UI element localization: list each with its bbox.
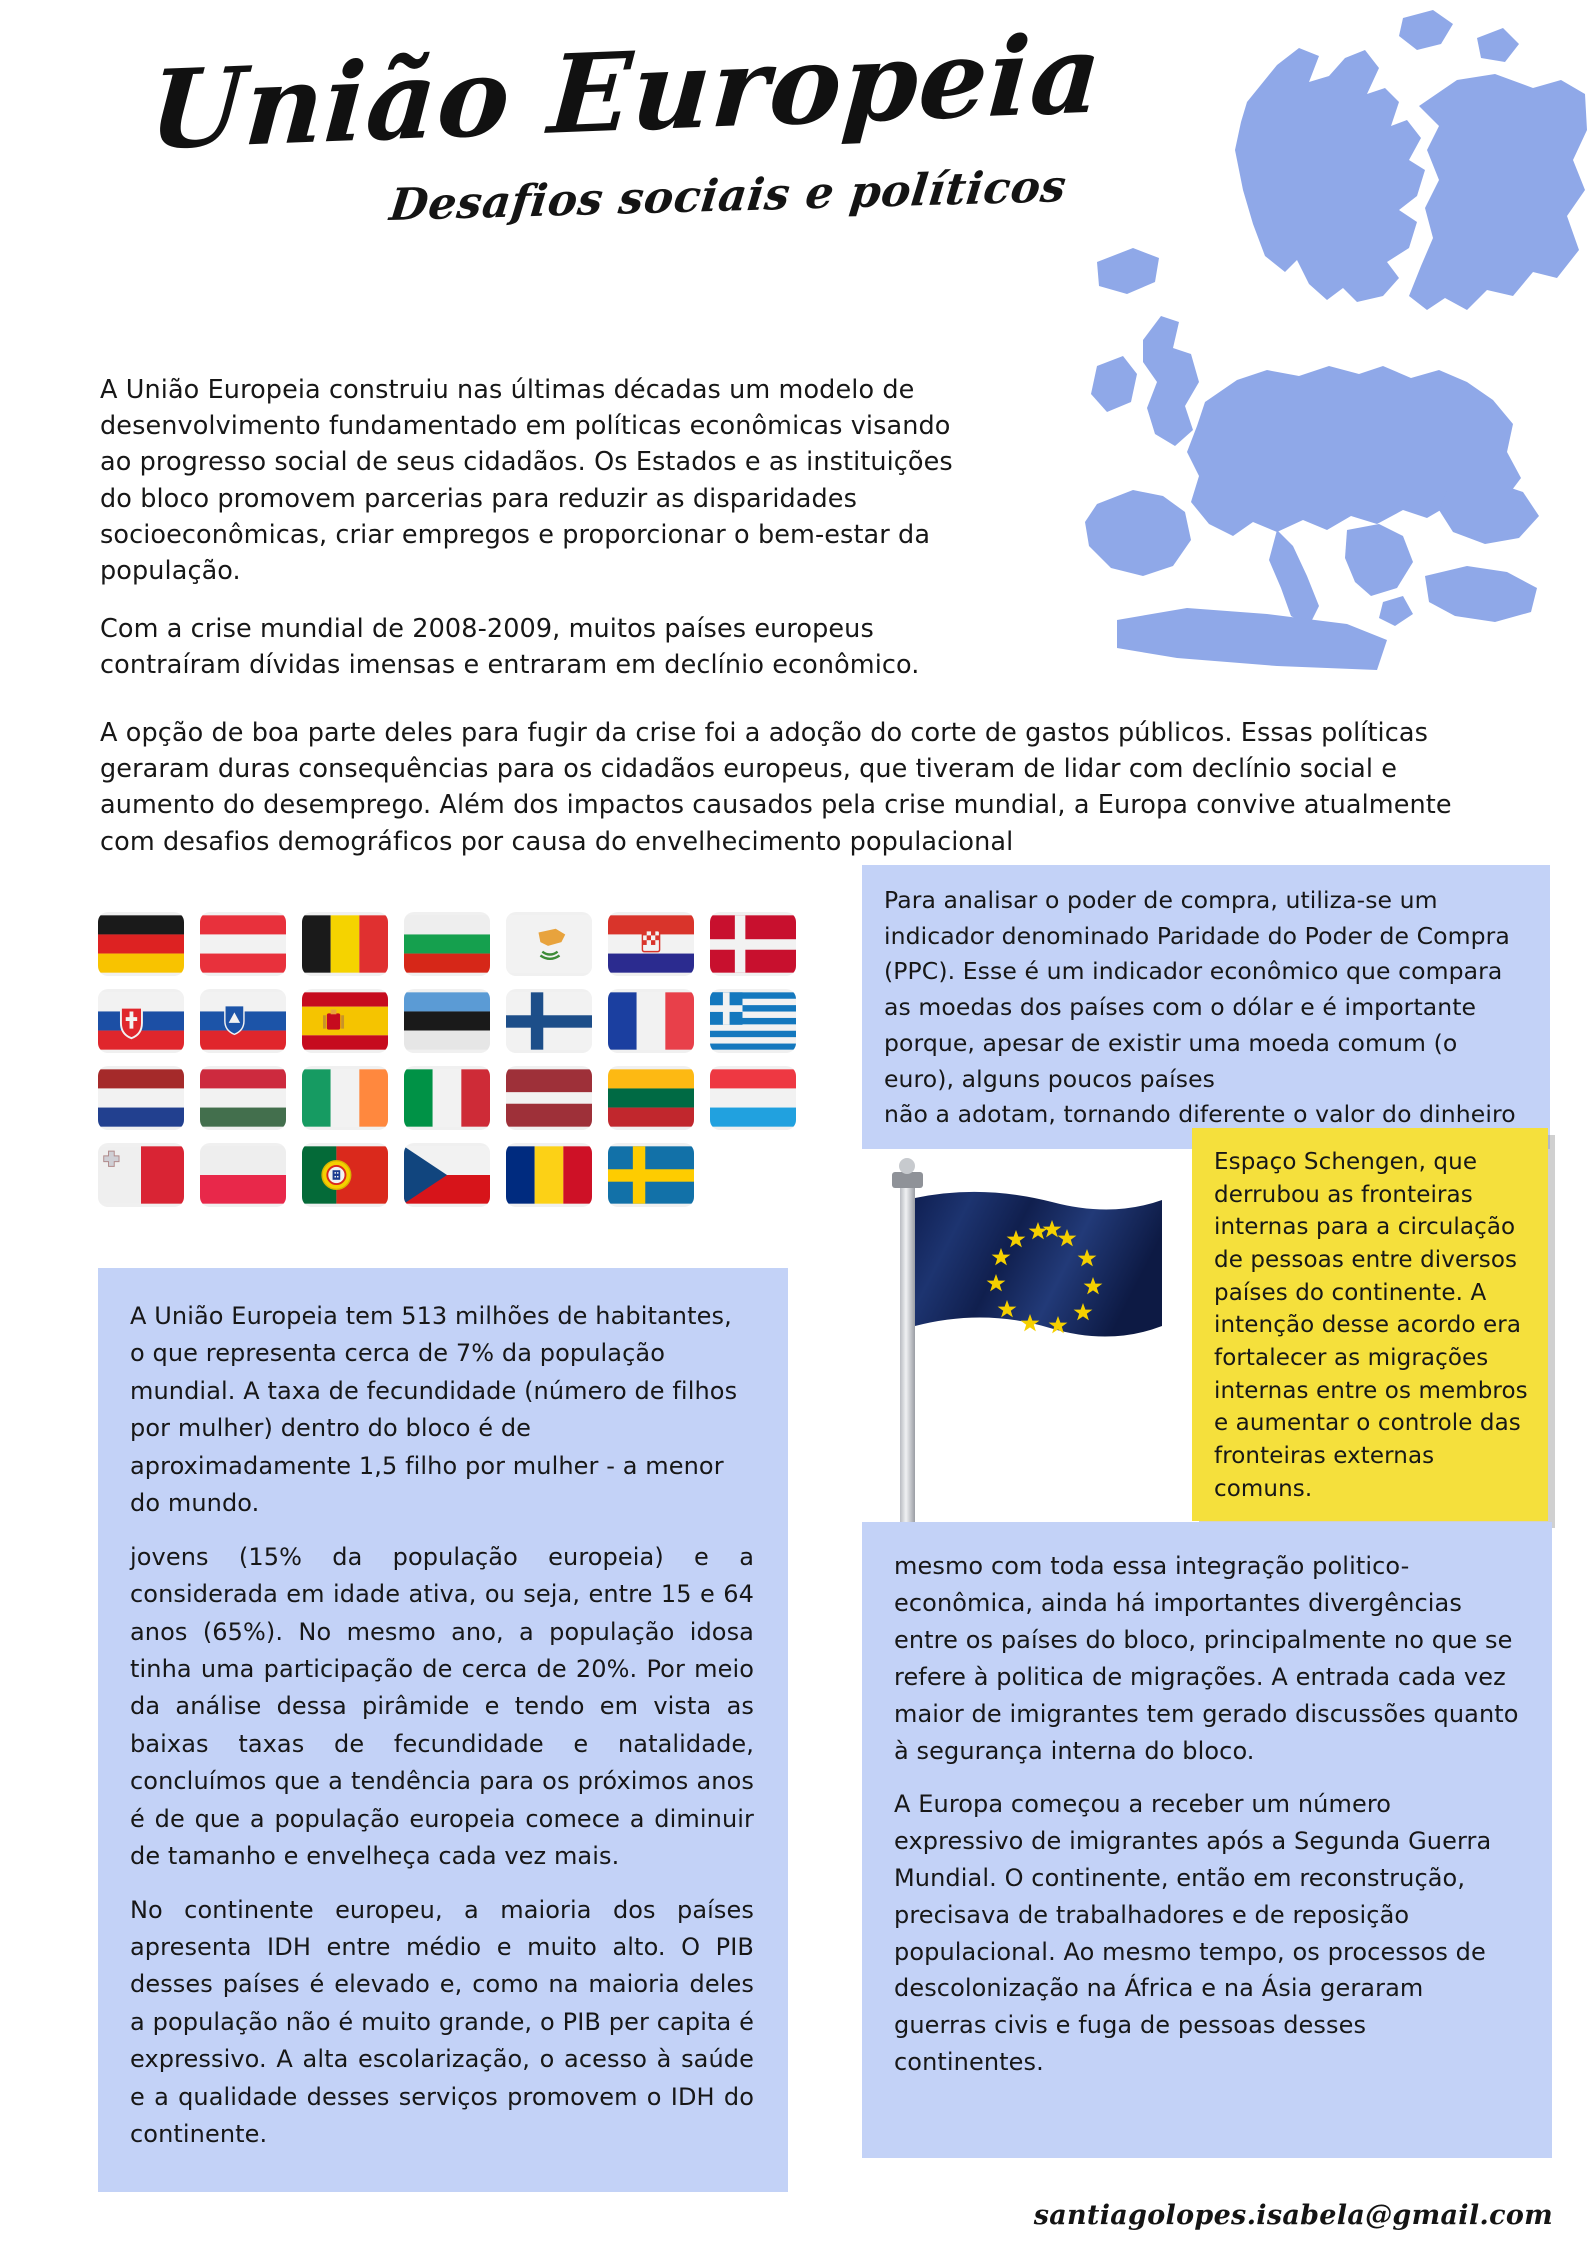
slovenia-flag [200,989,286,1053]
denmark-flag [710,912,796,976]
spain-flag [302,989,388,1053]
intro-paragraph-2: Com a crise mundial de 2008-2009, muitos países europeus contraíram dívidas imensas e entraram em declínio econômico. [100,614,920,681]
ireland-flag [302,1066,388,1130]
estonia-flag [404,989,490,1053]
croatia-flag [608,912,694,976]
population-callout-box [98,1268,788,2192]
luxembourg-flag [710,1066,796,1130]
bulgaria-flag [404,912,490,976]
latvia-flag [506,1066,592,1130]
romania-flag [506,1143,592,1207]
portugal-flag [302,1143,388,1207]
belgium-flag [302,912,388,976]
page-subtitle: Desafios sociais e políticos [387,161,1069,232]
poland-flag [200,1143,286,1207]
schengen-text: Espaço Schengen, que derrubou as fronteiras internas para a circulação de pessoas entre diversos países do continente. A intenção desse acordo era fortalecer as migrações internas entre os membros e aumentar o controle das fronteiras externas comuns. [1214,1149,1528,1502]
schengen-callout-box [1192,1128,1548,1521]
ppc-callout-box [862,865,1550,1149]
page-title: União Europeia [145,11,1106,175]
population-paragraph-1: A União Europeia tem 513 milhões de habitantes, o que representa cerca de 7% da população mundial. A taxa de fecundidade (número de filhos por mulher) dentro do bloco é de aproximadamente 1,5 filho por mulher - a menor do mundo. [130,1302,738,1518]
finland-flag [506,989,592,1053]
malta-flag [98,1143,184,1207]
population-paragraph-3: No continente europeu, a maioria dos países apresenta IDH entre médio e muito alto. O PIB desses países é elevado e, como na maioria deles a população não é muito grande, o PIB per capita é expressivo. A alta escolarização, o acesso à saúde e a qualidade desses serviços promovem o IDH do continente. [130,1895,754,2149]
slovakia-flag [98,989,184,1053]
crisis-paragraph: A opção de boa parte deles para fugir da crise foi a adoção do corte de gastos públicos. Essas políticas geraram duras consequências para os cidadãos europeus, que tiveram de lidar com declínio social e aumento do desemprego. Além dos impactos causados pela crise mundial, a Europa convive atualmente com desafios demográficos por causa do envelhecimento populacional [100,718,1452,857]
greece-flag [710,989,796,1053]
austria-flag [200,912,286,976]
ppc-text: Para analisar o poder de compra, utiliza-se um indicador denominado Paridade do Poder de Compra (PPC). Esse é um indicador econômico que compara as moedas dos países com o dólar e é importante porque, apesar de existir uma moeda comum (o euro), alguns poucos países [884,886,1510,1093]
migration-paragraph-1: mesmo com toda essa integração politico-econômica, ainda há importantes divergências entre os países do bloco, principalmente no que se refere à politica de migrações. A entrada cada vez maior de imigrantes tem gerado discussões quanto à segurança interna do bloco. [894,1552,1519,1765]
germany-flag [98,912,184,976]
cyprus-flag [506,912,592,976]
france-flag [608,989,694,1053]
migration-paragraph-2: A Europa começou a receber um número expressivo de imigrantes após a Segunda Guerra Mundial. O continente, então em reconstrução, precisava de trabalhadores e de reposição populacional. Ao mesmo tempo, os processos de descolonização na África e na Ásia geraram guerras civis e fuga de pessoas desses continentes. [894,1789,1492,2077]
sweden-flag [608,1143,694,1207]
italy-flag [404,1066,490,1130]
footer-email: santiagolopes.isabela@gmail.com [1033,2200,1553,2231]
crisis-paragraph-section [100,715,1500,860]
intro-paragraph-1: A União Europeia construiu nas últimas décadas um modelo de desenvolvimento fundamentado em políticas econômicas visando ao progresso social de seus cidadãos. Os Estados e as instituições do bloco promovem parcerias para reduzir as disparidades socioeconômicas, criar empregos e proporcionar o bem-estar da população. [100,375,953,587]
hungary-flag [200,1066,286,1130]
czechia-flag [404,1143,490,1207]
lithuania-flag [608,1066,694,1130]
population-paragraph-2: jovens (15% da população europeia) e a considerada em idade ativa, ou seja, entre 15 e 64 anos (65%). No mesmo ano, a população idosa tinha uma participação de cerca de 20%. Por meio da análise dessa pirâmide e tendo em vista as baixas taxas de fecundidade e natalidade, concluímos que a tendência para os próximos anos é de que a população europeia comece a diminuir de tamanho e envelheça cada vez mais. [130,1542,754,1871]
eu-member-flags-grid [98,912,788,1207]
eu-flag-photo [862,1150,1192,1550]
netherlands-flag [98,1066,184,1130]
title-block [145,11,1250,232]
migration-callout-box [862,1522,1552,2158]
ppc-text-continued: não a adotam, tornando diferente o valor do dinheiro [884,1100,1516,1129]
intro-section [100,372,980,706]
